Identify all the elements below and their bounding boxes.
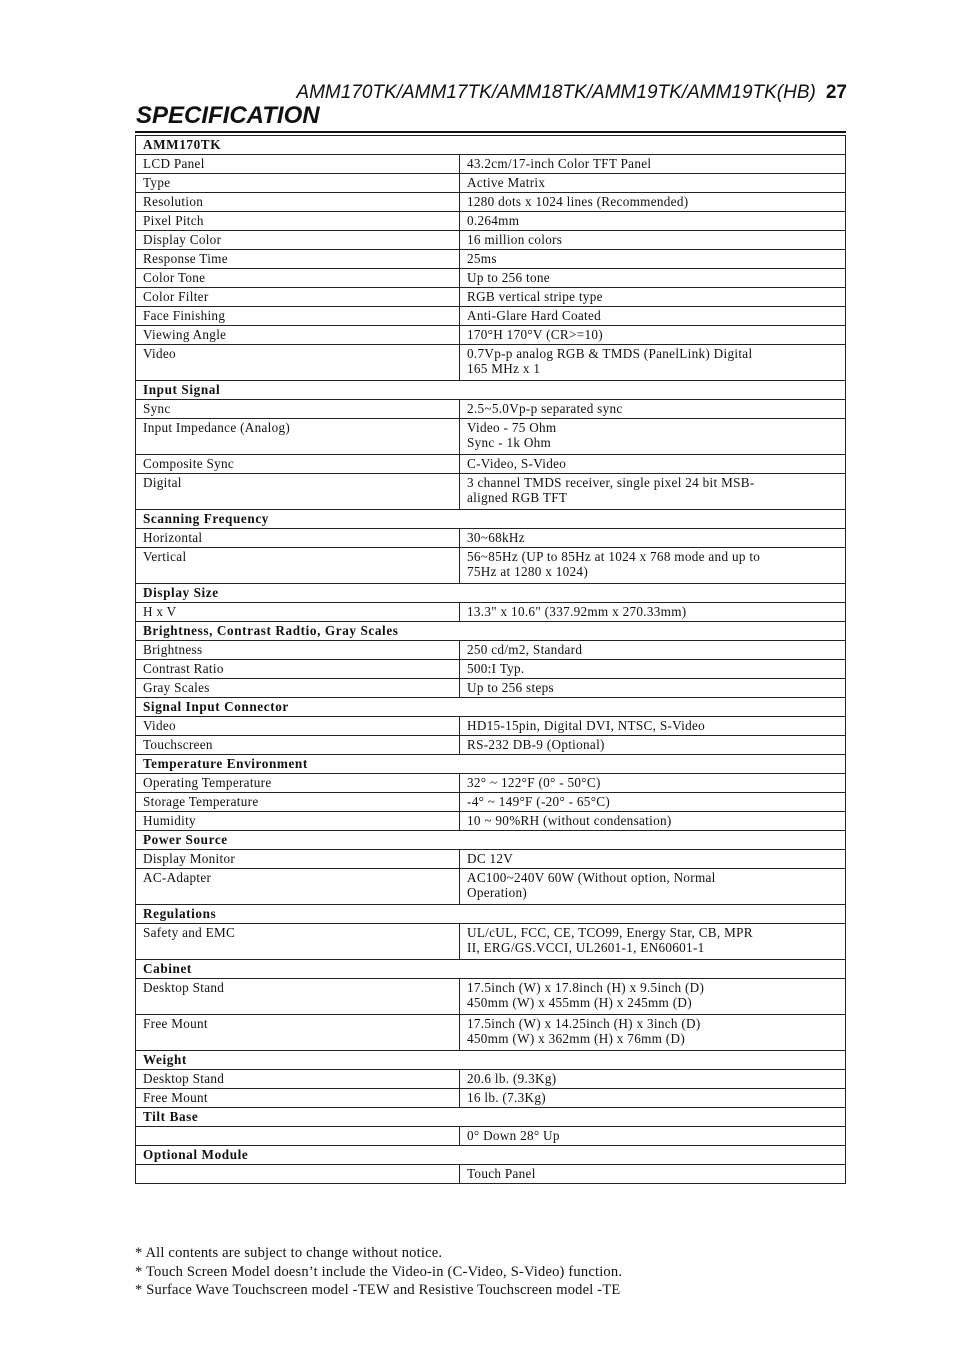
section-heading: Signal Input Connector — [136, 698, 846, 717]
spec-row — [136, 1089, 846, 1108]
spec-label: Video — [136, 345, 460, 381]
spec-value: 17.5inch (W) x 17.8inch (H) x 9.5inch (D) 450mm (W) x 455mm (H) x 245mm (D) — [460, 979, 846, 1015]
specification-table-body — [136, 136, 846, 1184]
spec-row — [136, 307, 846, 326]
footnote: * Surface Wave Touchscreen model -TEW and Resistive Touchscreen model -TE — [135, 1282, 621, 1298]
spec-value: RS-232 DB-9 (Optional) — [460, 736, 846, 755]
specification-table — [135, 135, 846, 1184]
section-heading: Brightness, Contrast Radtio, Gray Scales — [136, 622, 846, 641]
spec-row — [136, 250, 846, 269]
spec-value: Up to 256 steps — [460, 679, 846, 698]
page-number: 27 — [825, 82, 847, 103]
spec-row — [136, 1070, 846, 1089]
spec-value: 13.3" x 10.6" (337.92mm x 270.33mm) — [460, 603, 846, 622]
spec-label: Resolution — [136, 193, 460, 212]
spec-label: Touchscreen — [136, 736, 460, 755]
spec-row — [136, 793, 846, 812]
spec-value: Up to 256 tone — [460, 269, 846, 288]
spec-row — [136, 529, 846, 548]
section-heading: AMM170TK — [136, 136, 846, 155]
spec-label: LCD Panel — [136, 155, 460, 174]
spec-label: Digital — [136, 474, 460, 510]
spec-value: 43.2cm/17-inch Color TFT Panel — [460, 155, 846, 174]
section-header-row — [136, 905, 846, 924]
spec-value: 0° Down 28° Up — [460, 1127, 846, 1146]
spec-value: 500:I Typ. — [460, 660, 846, 679]
spec-value: Anti-Glare Hard Coated — [460, 307, 846, 326]
section-heading: Regulations — [136, 905, 846, 924]
spec-label: Pixel Pitch — [136, 212, 460, 231]
spec-label: Type — [136, 174, 460, 193]
spec-row — [136, 869, 846, 905]
spec-label: H x V — [136, 603, 460, 622]
spec-row — [136, 231, 846, 250]
spec-value: 16 lb. (7.3Kg) — [460, 1089, 846, 1108]
spec-value: 30~68kHz — [460, 529, 846, 548]
section-heading: Cabinet — [136, 960, 846, 979]
spec-row — [136, 155, 846, 174]
spec-label: Display Color — [136, 231, 460, 250]
section-header-row — [136, 1051, 846, 1070]
spec-row — [136, 679, 846, 698]
spec-label: Horizontal — [136, 529, 460, 548]
section-heading: Scanning Frequency — [136, 510, 846, 529]
spec-value: UL/cUL, FCC, CE, TCO99, Energy Star, CB, MPR II, ERG/GS.VCCI, UL2601-1, EN60601-1 — [460, 924, 846, 960]
spec-label: Color Tone — [136, 269, 460, 288]
spec-value: 0.7Vp-p analog RGB & TMDS (PanelLink) Digital 165 MHz x 1 — [460, 345, 846, 381]
spec-value: Touch Panel — [460, 1165, 846, 1184]
spec-row — [136, 736, 846, 755]
spec-value: Video - 75 Ohm Sync - 1k Ohm — [460, 419, 846, 455]
spec-label: Free Mount — [136, 1089, 460, 1108]
spec-label: Response Time — [136, 250, 460, 269]
spec-label: Storage Temperature — [136, 793, 460, 812]
section-header-row — [136, 755, 846, 774]
section-header-row — [136, 831, 846, 850]
spec-value: HD15-15pin, Digital DVI, NTSC, S-Video — [460, 717, 846, 736]
spec-row — [136, 288, 846, 307]
section-header-row — [136, 510, 846, 529]
footnote: * All contents are subject to change without notice. — [135, 1245, 443, 1261]
spec-row — [136, 269, 846, 288]
spec-value: 16 million colors — [460, 231, 846, 250]
spec-value: 3 channel TMDS receiver, single pixel 24 bit MSB- aligned RGB TFT — [460, 474, 846, 510]
spec-value: 32° ~ 122°F (0° - 50°C) — [460, 774, 846, 793]
spec-row — [136, 455, 846, 474]
section-heading: Display Size — [136, 584, 846, 603]
section-heading: Tilt Base — [136, 1108, 846, 1127]
title-divider — [135, 131, 846, 133]
spec-row — [136, 548, 846, 584]
page-header — [135, 82, 847, 104]
section-heading: Input Signal — [136, 381, 846, 400]
spec-row — [136, 1127, 846, 1146]
spec-value: 20.6 lb. (9.3Kg) — [460, 1070, 846, 1089]
spec-row — [136, 193, 846, 212]
spec-label: Contrast Ratio — [136, 660, 460, 679]
footnotes — [135, 1244, 855, 1300]
spec-label: Gray Scales — [136, 679, 460, 698]
spec-value: 0.264mm — [460, 212, 846, 231]
spec-row — [136, 812, 846, 831]
spec-label: Desktop Stand — [136, 979, 460, 1015]
spec-label: Desktop Stand — [136, 1070, 460, 1089]
spec-label: Brightness — [136, 641, 460, 660]
spec-row — [136, 400, 846, 419]
spec-value: AC100~240V 60W (Without option, Normal Operation) — [460, 869, 846, 905]
spec-row — [136, 326, 846, 345]
spec-label: Display Monitor — [136, 850, 460, 869]
section-heading: Temperature Environment — [136, 755, 846, 774]
spec-value: 170°H 170°V (CR>=10) — [460, 326, 846, 345]
spec-row — [136, 924, 846, 960]
spec-label: Color Filter — [136, 288, 460, 307]
spec-row — [136, 1015, 846, 1051]
section-header-row — [136, 960, 846, 979]
spec-row — [136, 174, 846, 193]
spec-label: Viewing Angle — [136, 326, 460, 345]
spec-label: Video — [136, 717, 460, 736]
spec-label: Free Mount — [136, 1015, 460, 1051]
spec-label: Safety and EMC — [136, 924, 460, 960]
spec-value: 1280 dots x 1024 lines (Recommended) — [460, 193, 846, 212]
spec-value: -4° ~ 149°F (-20° - 65°C) — [460, 793, 846, 812]
section-header-row — [136, 698, 846, 717]
spec-label: Face Finishing — [136, 307, 460, 326]
spec-label: Humidity — [136, 812, 460, 831]
section-heading: Optional Module — [136, 1146, 846, 1165]
section-heading: Power Source — [136, 831, 846, 850]
spec-label — [136, 1127, 460, 1146]
footnote: * Touch Screen Model doesn’t include the Video-in (C-Video, S-Video) function. — [135, 1263, 623, 1280]
spec-row — [136, 660, 846, 679]
spec-value: 10 ~ 90%RH (without condensation) — [460, 812, 846, 831]
section-header-row — [136, 381, 846, 400]
spec-value: 250 cd/m2, Standard — [460, 641, 846, 660]
spec-value: Active Matrix — [460, 174, 846, 193]
section-header-row — [136, 1108, 846, 1127]
section-header-row — [136, 136, 846, 155]
spec-row — [136, 850, 846, 869]
spec-label: Vertical — [136, 548, 460, 584]
spec-label: Sync — [136, 400, 460, 419]
spec-row — [136, 979, 846, 1015]
spec-value: 2.5~5.0Vp-p separated sync — [460, 400, 846, 419]
spec-row — [136, 212, 846, 231]
section-header-row — [136, 1146, 846, 1165]
spec-row — [136, 641, 846, 660]
section-header-row — [136, 584, 846, 603]
spec-row — [136, 419, 846, 455]
spec-value: 56~85Hz (UP to 85Hz at 1024 x 768 mode and up to 75Hz at 1280 x 1024) — [460, 548, 846, 584]
spec-row — [136, 345, 846, 381]
spec-value: RGB vertical stripe type — [460, 288, 846, 307]
spec-label: Input Impedance (Analog) — [136, 419, 460, 455]
spec-row — [136, 474, 846, 510]
spec-value: DC 12V — [460, 850, 846, 869]
spec-row — [136, 717, 846, 736]
spec-value: 17.5inch (W) x 14.25inch (H) x 3inch (D) 450mm (W) x 362mm (H) x 76mm (D) — [460, 1015, 846, 1051]
spec-row — [136, 774, 846, 793]
section-heading: Weight — [136, 1051, 846, 1070]
spec-label: Composite Sync — [136, 455, 460, 474]
page-title: SPECIFICATION — [136, 102, 320, 129]
section-header-row — [136, 622, 846, 641]
spec-label: AC-Adapter — [136, 869, 460, 905]
spec-value: C-Video, S-Video — [460, 455, 846, 474]
spec-row — [136, 1165, 846, 1184]
spec-label — [136, 1165, 460, 1184]
spec-row — [136, 603, 846, 622]
spec-value: 25ms — [460, 250, 846, 269]
spec-label: Operating Temperature — [136, 774, 460, 793]
model-list: AMM170TK/AMM17TK/AMM18TK/AMM19TK/AMM19TK(HB) — [296, 82, 816, 103]
